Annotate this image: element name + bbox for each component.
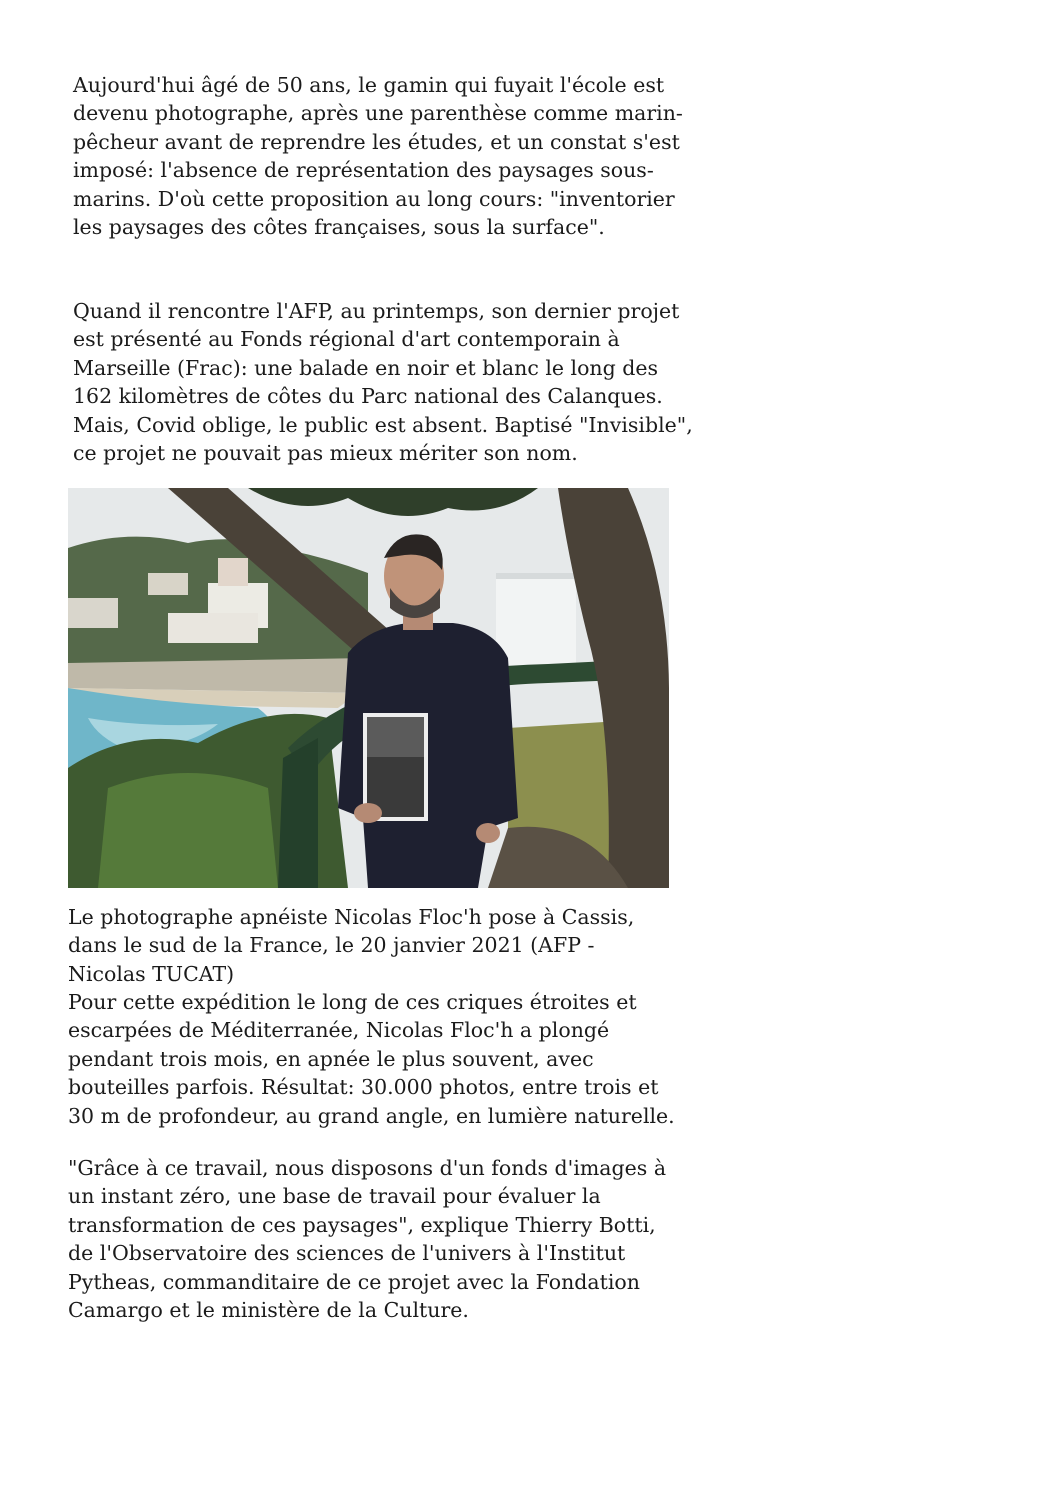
photo-caption: Le photographe apnéiste Nicolas Floc'h pose à Cassis, dans le sud de la France, le 20 janvier 2021 (AFP - Nicolas TUCAT) bbox=[68, 905, 635, 986]
article-paragraph: Quand il rencontre l'AFP, au printemps, son dernier projet est présenté au Fonds régional d'art contemporain à Marseille (Frac): une balade en noir et blanc le long des 162 kilomètres de côtes du Parc national des Calanques. Mais, Covid oblige, le public est absent. Baptisé "Invisible", ce projet ne pouvait pas mieux mériter son nom. bbox=[73, 299, 693, 466]
article-photo bbox=[68, 488, 669, 888]
article-paragraph: Aujourd'hui âgé de 50 ans, le gamin qui fuyait l'école est devenu photographe, après une parenthèse comme marin-pêcheur avant de reprendre les études, et un constat s'est imposé: l'absence de représentation des paysages sous-marins. D'où cette proposition au long cours: "inventorier les paysages des côtes françaises, sous la surface". bbox=[73, 73, 683, 240]
article-paragraph: "Grâce à ce travail, nous disposons d'un fonds d'images à un instant zéro, une base de travail pour évaluer la transformation de ces paysages", explique Thierry Botti, de l'Observatoire des sciences de l'univers à l'Institut Pytheas, commanditaire de ce projet avec la Fondation Camargo et le ministère de la Culture. bbox=[68, 1156, 667, 1323]
article-paragraph: Pour cette expédition le long de ces criques étroites et escarpées de Méditerranée, Nicolas Floc'h a plongé pendant trois mois, en apnée le plus souvent, avec bouteilles parfois. Résultat: 30.000 photos, entre trois et 30 m de profondeur, au grand angle, en lumière naturelle. bbox=[68, 990, 675, 1128]
